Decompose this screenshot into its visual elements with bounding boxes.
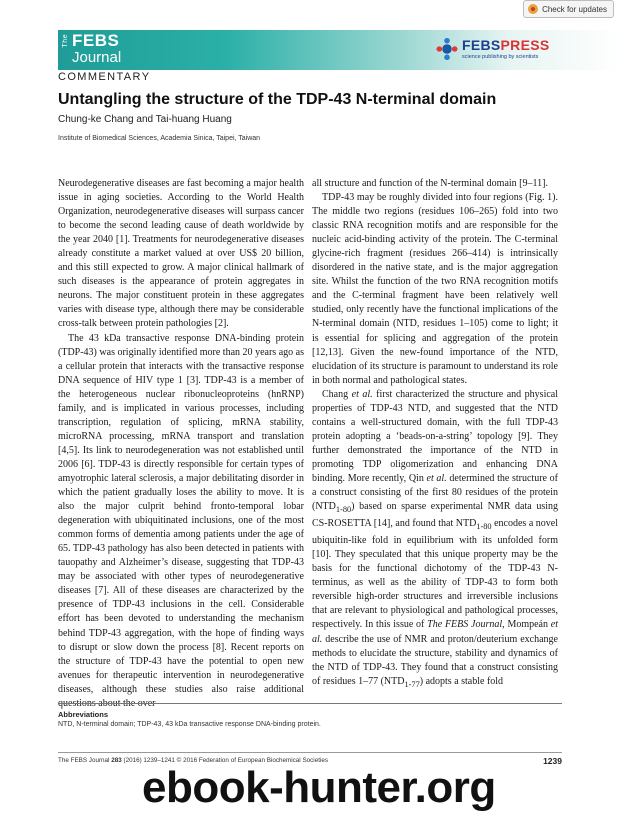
crossmark-icon [528, 4, 538, 14]
body-paragraph: TDP-43 may be roughly divided into four regions (Fig. 1). The middle two regions (residues 106–265) fold into two classic RNA recognition motifs and are responsible for the nucleic acid-binding activity of the protein. The C-terminal glycine-rich fragment (residues 266–414) is intrinsically disordered in the native state, and is the major aggregation site. Whilst the function of the two RNA recognition motifs and the C-terminal fragment have been relatively well studied, only recently have the functional implications of the N-terminal domain (NTD, residues 1–105) come to light; it is essential for splicing and aggregation of the protein [12,13]. Given the new-found importance of the NTD, elucidation of its structure is paramount to understand its role in both normal and pathological states. [312, 192, 558, 386]
text-run: , Mompeán [502, 619, 551, 631]
check-for-updates-button[interactable] [523, 0, 614, 18]
publisher-logo [436, 36, 556, 64]
text-run: ) adopts a stable fold [419, 675, 504, 687]
text-run: determined the structure of a construct consisting of the first 80 residues of the protein (NTD [312, 472, 558, 513]
page-number: 1239 [543, 756, 562, 766]
journal-logo-the: The [62, 34, 69, 48]
footer-divider [58, 752, 562, 753]
abbreviations-heading: Abbreviations [58, 710, 109, 719]
text-italic: et al. [426, 472, 447, 484]
footer-journal: The FEBS Journal [58, 757, 112, 764]
publisher-name [462, 37, 550, 53]
article-authors: Chung-ke Chang and Tai-huang Huang [58, 114, 232, 125]
text-italic: et al. [312, 619, 558, 645]
watermark: ebook-hunter.org [142, 763, 496, 812]
text-italic: The FEBS Journal [427, 619, 503, 631]
abbreviations-text: NTD, N-terminal domain; TDP-43, 43 kDa transactive response DNA-binding protein. [58, 721, 321, 728]
article-title: Untangling the structure of the TDP-43 N-terminal domain [58, 91, 497, 108]
body-paragraph: all structure and function of the N-terminal domain [9–11]. [312, 178, 548, 189]
text-subscript: 1-80 [335, 505, 352, 515]
check-for-updates-label: Check for updates [542, 4, 607, 14]
text-run: ) based on sparse experimental NMR data using CS-ROSETTA [14], and found that NTD [312, 501, 558, 530]
body-paragraph: The 43 kDa transactive response DNA-binding protein (TDP-43) was originally identified more than 20 years ago as a cellular protein that interacts with the transactive response DNA sequence of HIV type 1 [3]. TDP-43 is a member of the heterogeneous nuclear ribonucleoproteins (hnRNP) family, and is implicated in various processes, including transcription, regulation of splicing, mRNA stability, microRNA processing, mRNA transport and translation [4,5]. Its link to neurodegeneration was not established until 2006 [6]. TDP-43 is directly responsible for certain types of amyotrophic lateral sclerosis, a major debilitating disorder in which the patient gradually loses the ability to move. It is also the major culprit behind fronto-temporal lobar degeneration with ubiquitinated inclusions, one of the most common forms of dementia among patients under the age of 65. TDP-43 pathology has also been detected in patients with tauopathy and Alzheimer’s disease, suggesting that TDP-43 may be associated with other types of neurodegenerative diseases [7]. All of these diseases are characterized by the presence of TDP-43 inclusions in the cell. Considerable effort has been devoted to understanding the mechanism behind TDP-43 aggregation, with the hope of finding ways to disrupt or slow down the process [8]. Recent reports on the structure of TDP-43 have the potential to open new avenues for therapeutic intervention in neurodegenerative diseases, although these studies also raise additional questions about the over- [58, 332, 304, 709]
journal-logo-journal: Journal [72, 49, 122, 66]
publisher-name-blue: FEBS [462, 37, 501, 53]
publisher-tagline: science publishing by scientists [462, 54, 539, 60]
text-run: Chang [322, 388, 352, 400]
article-affiliation: Institute of Biomedical Sciences, Academia Sinica, Taipei, Taiwan [58, 135, 261, 142]
body-column-right [312, 177, 558, 692]
section-label: COMMENTARY [58, 71, 151, 83]
footer-volume: 283 [111, 757, 122, 764]
abbreviations-divider [58, 703, 562, 704]
febs-press-icon [436, 38, 458, 60]
text-run: first characterized the structure and physical properties of TDP-43 NTD, and suggested that the NTD contains a well-structured domain, with the full TDP-43 protein adopting a ‘beads-on-a-string’ topology [9]. They further demonstrated the importance of the NTD in promoting TDP oligomerization and enhancing DNA binding. More recently, Qin [312, 388, 558, 484]
text-subscript: 1-77 [404, 679, 420, 689]
text-run: describe the use of NMR and proton/deuterium exchange methods to elucidate the structure, stability and dynamics of the NTD of TDP-43. They found that a construct consisting of residues 1–77 (NTD [312, 633, 558, 687]
body-paragraph: Neurodegenerative diseases are fast becoming a major health issue in aging societies. According to the World Health Organization, neurodegenerative diseases will surpass cancer to become the second leading cause of death worldwide by the year 2040 [1]. Treatments for neurodegenerative diseases already constitute a market valued at over US$ 20 billion, and this still expected to grow. A major clinical hallmark of such diseases is the appearance of protein aggregates in neurons. The major constituent protein in these aggregates varies with disease type, although there may be considerable cross-talk between protein pathologies [2]. [58, 178, 304, 330]
body-column-left [58, 177, 304, 711]
journal-logo-febs: FEBS [72, 31, 120, 50]
text-italic: et al. [351, 388, 373, 400]
body-paragraph [312, 388, 558, 692]
publisher-name-red: PRESS [500, 37, 550, 53]
footer-pages: (2016) 1239–1241 © 2016 Federation of European Biochemical Societies [121, 757, 328, 764]
text-subscript: 1-80 [476, 522, 492, 532]
text-run: encodes a novel ubiquitin-like fold in equilibrium with its unfolded form [10]. They speculated that this unique property may be the basis for the functional dichotomy of the TDP-43 N-terminus, as well as the ability of TDP-43 to form both reversible high-order structures and irreversible inclusions that are relevant to physiological and pathological processes, respectively. In this issue of [312, 518, 558, 631]
